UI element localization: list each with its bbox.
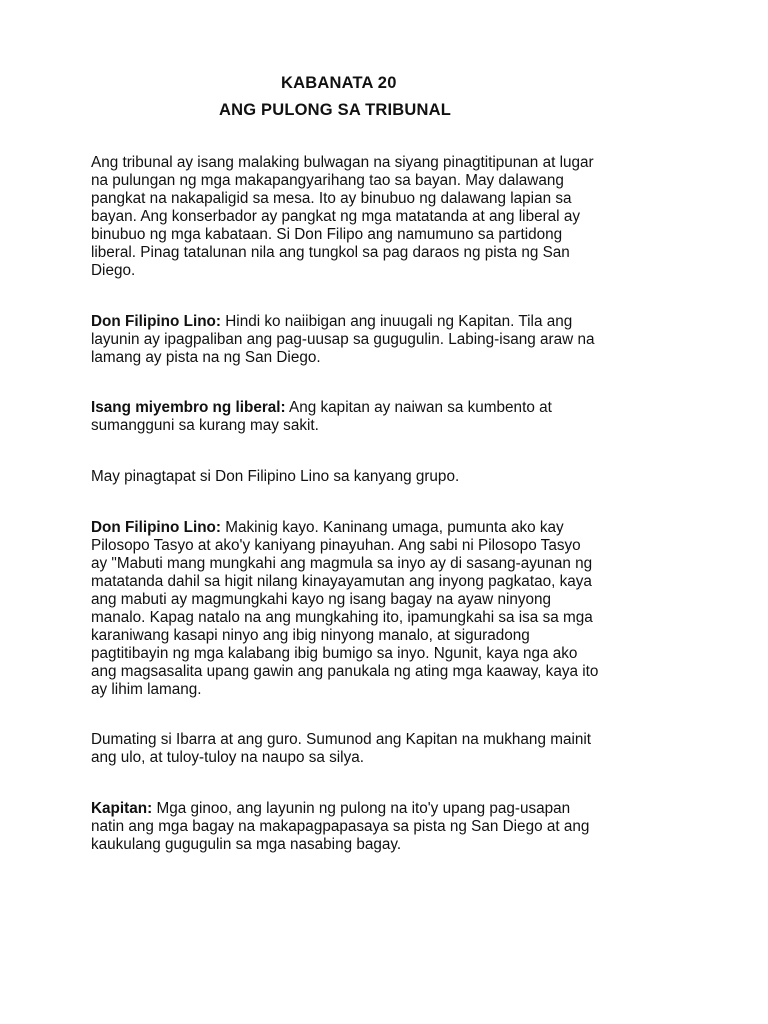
text-line: Pilosopo Tasyo at ako'y kaniyang pinayuhan. Ang sabi ni Pilosopo Tasyo (91, 537, 581, 554)
narration-paragraph (91, 731, 691, 767)
speaker-name: Don Filipino Lino: (91, 313, 221, 330)
text-line: ang magsasalita upang gawin ang panukala ng ating mga kaaway, kaya ito (91, 663, 599, 680)
text-line: May pinagtapat si Don Filipino Lino sa kanyang grupo. (91, 468, 460, 485)
dialogue-text: Hindi ko naiibigan ang inuugali ng Kapitan. Tila ang (221, 313, 573, 330)
text-line: binubuo ng mga kabataan. Si Don Filipo ang namumuno sa partidong (91, 226, 563, 243)
text-line (91, 519, 691, 537)
text-line: matatanda dahil sa higit nilang kinayayamutan ang inyong pagkatao, kaya (91, 573, 592, 590)
dialogue-text: Mga ginoo, ang layunin ng pulong na ito'y upang pag-usapan (152, 800, 571, 817)
text-line: ay "Mabuti mang mungkahi ang magmula sa inyo ay di sasang-ayunan ng (91, 555, 593, 572)
text-line: Dumating si Ibarra at ang guro. Sumunod ang Kapitan na mukhang mainit (91, 731, 592, 748)
text-line: pangkat na nakapaligid sa mesa. Ito ay binubuo ng dalawang lapian sa (91, 190, 572, 207)
chapter-number: KABANATA 20 (281, 74, 397, 92)
text-line: karaniwang kasapi ninyo ang ibig ninyong manalo, at siguradong (91, 627, 530, 644)
text-line (91, 399, 691, 417)
text-line: natin ang mga bagay na makapagpapasaya sa pista ng San Diego at ang (91, 818, 590, 835)
dialogue-paragraph (91, 519, 691, 699)
text-line: layunin ay ipagpaliban ang pag-uusap sa gugugulin. Labing-isang araw na (91, 331, 595, 348)
text-line (91, 313, 691, 331)
text-line: kaukulang gugugulin sa mga nasabing bagay. (91, 836, 402, 853)
text-line: ang mabuti ay magmungkahi kayo ng isang bagay na ayaw ninyong (91, 591, 552, 608)
text-line: liberal. Pinag tatalunan nila ang tungkol sa pag daraos ng pista ng San (91, 244, 570, 261)
dialogue-paragraph (91, 313, 691, 367)
dialogue-text: Ang kapitan ay naiwan sa kumbento at (285, 399, 552, 416)
speaker-name: Kapitan: (91, 800, 153, 817)
dialogue-paragraph (91, 800, 691, 854)
narration-paragraph (91, 468, 691, 486)
dialogue-text: Makinig kayo. Kaninang umaga, pumunta ako kay (221, 519, 564, 536)
text-line: na pulungan ng mga makapangyarihang tao sa bayan. May dalawang (91, 172, 564, 189)
text-line: lamang ay pista na ng San Diego. (91, 349, 321, 366)
text-line: Diego. (91, 262, 136, 279)
speaker-name: Isang miyembro ng liberal: (91, 399, 286, 416)
narration-paragraph (91, 154, 691, 280)
dialogue-paragraph (91, 399, 691, 435)
text-line: pagtitibayin ng mga kalabang ibig bumigo sa inyo. Ngunit, kaya nga ako (91, 645, 578, 662)
text-line: sumangguni sa kurang may sakit. (91, 417, 319, 434)
text-line: Ang tribunal ay isang malaking bulwagan na siyang pinagtitipunan at lugar (91, 154, 594, 171)
text-line: ang ulo, at tuloy-tuloy na naupo sa silya. (91, 749, 364, 766)
text-line: manalo. Kapag natalo na ang mungkahing ito, ipamungkahi sa isa sa mga (91, 609, 593, 626)
text-line (91, 800, 691, 818)
text-line: bayan. Ang konserbador ay pangkat ng mga matatanda at ang liberal ay (91, 208, 580, 225)
chapter-title: ANG PULONG SA TRIBUNAL (219, 101, 452, 119)
text-line: ay lihim lamang. (91, 681, 202, 698)
speaker-name: Don Filipino Lino: (91, 519, 221, 536)
